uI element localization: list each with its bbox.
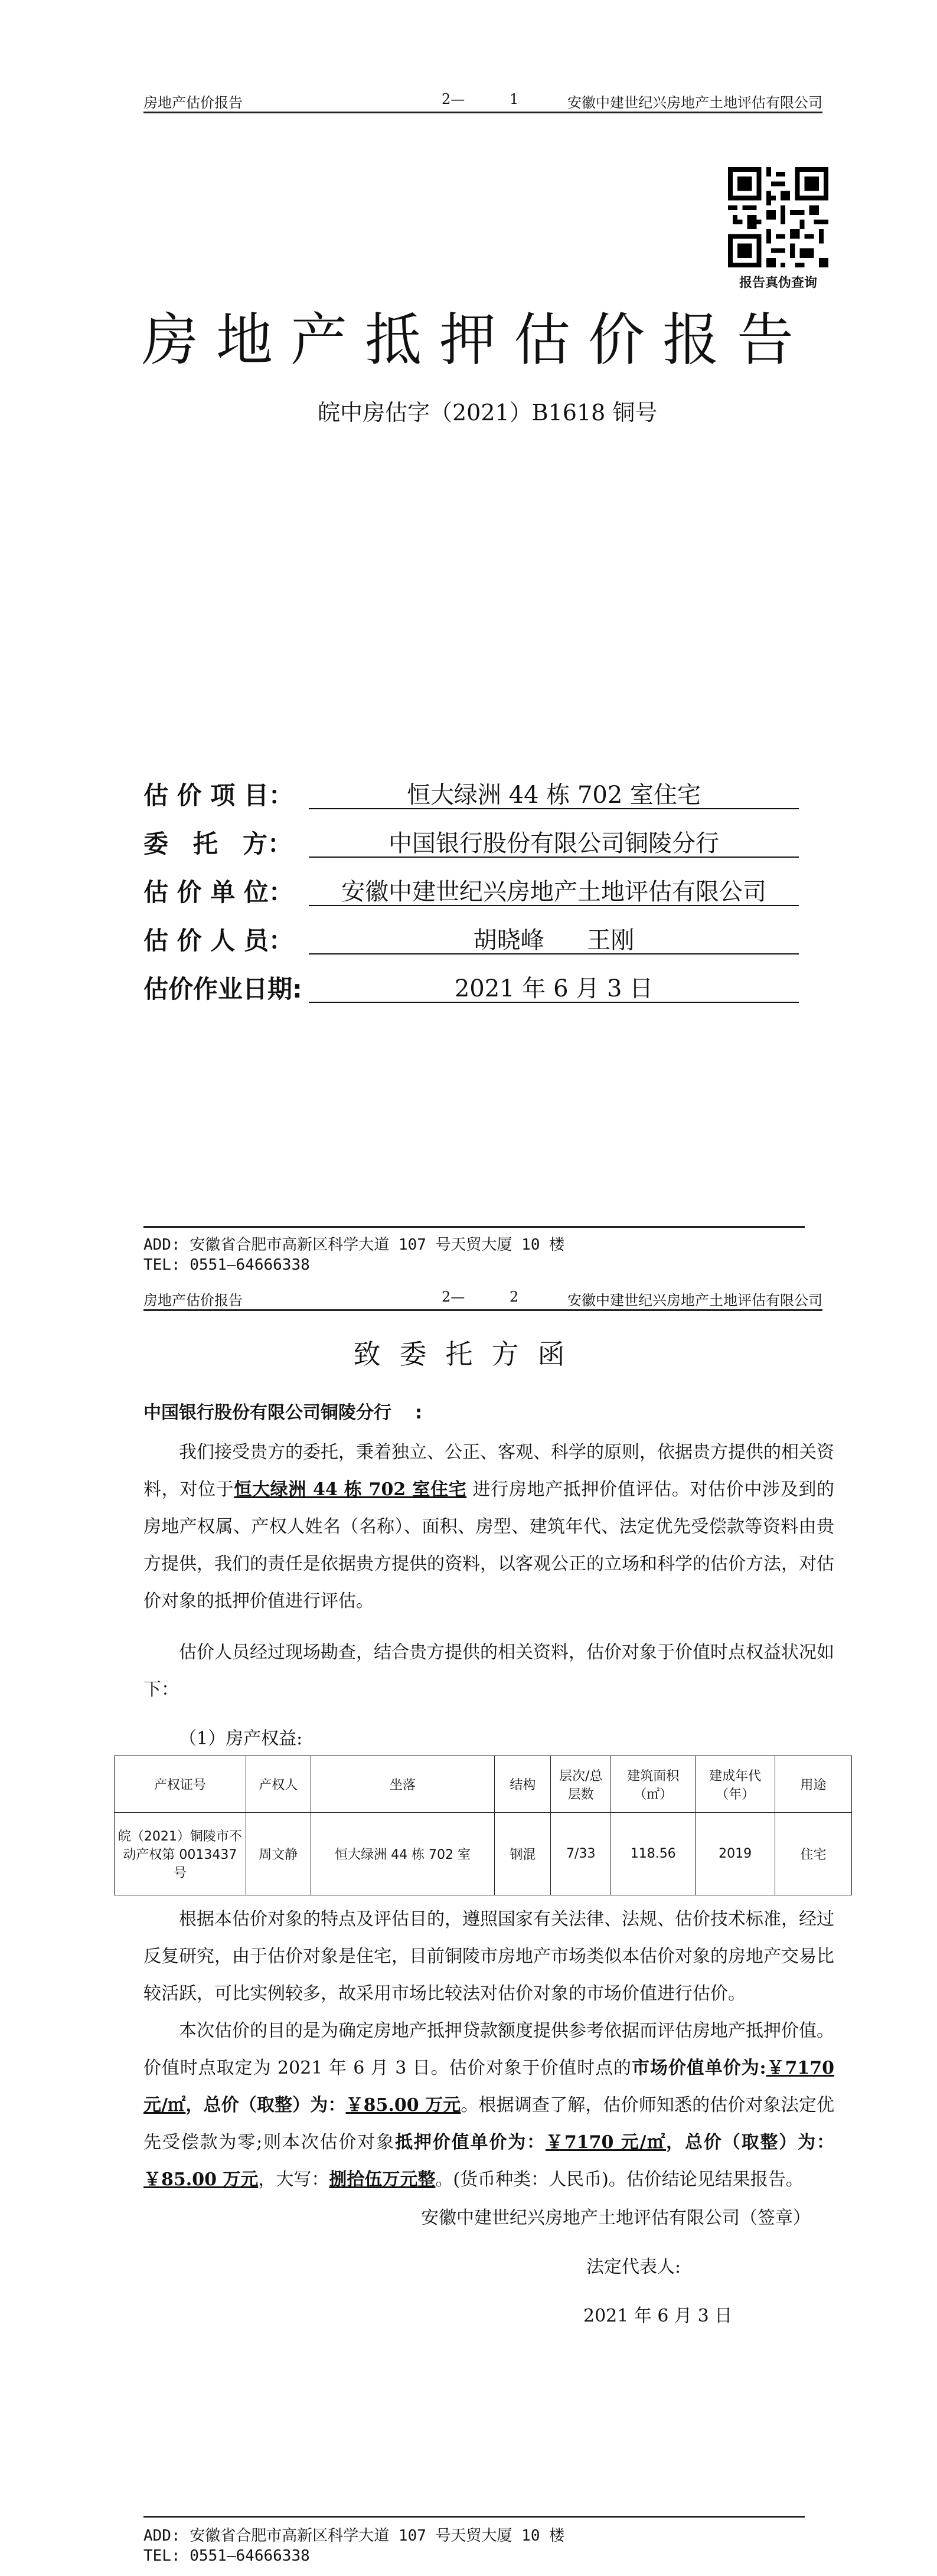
cell-year: 2019 [696, 1813, 775, 1895]
market-total-price: ￥85.00 万元 [345, 2095, 461, 2116]
recipient-colon: : [415, 1403, 422, 1423]
conclusion-text-1: 本次估价的目的是为确定房地产抵押贷款额度提供参考依据而评估房地产抵押价值。价值时点取定为 2021 年 6 月 3 日。估价对象于价值时点的 [143, 2021, 834, 2078]
market-unit-price: ￥7170 元/㎡ [143, 2058, 834, 2116]
letter-recipient [143, 1398, 422, 1424]
report-title: 房地产抵押估价报告 [142, 307, 811, 373]
cell-floor: 7/33 [551, 1813, 611, 1895]
col-floor: 层次/总层数 [551, 1756, 611, 1813]
col-location: 坐落 [311, 1756, 495, 1813]
staff-name-2: 王刚 [587, 927, 635, 954]
qr-code-icon[interactable] [728, 167, 828, 267]
market-unit-label: 市场价值单价为: [632, 2058, 766, 2078]
letter-title: 致委托方函 [353, 1338, 584, 1370]
signature-representative: 法定代表人: [586, 2257, 681, 2277]
col-area: 建筑面积（㎡） [611, 1756, 696, 1813]
recipient-name: 中国银行股份有限公司铜陵分行 [143, 1403, 391, 1423]
qr-label: 报告真伪查询 [739, 276, 817, 290]
signature-company: 安徽中建世纪兴房地产土地评估有限公司（签章） [421, 2208, 811, 2228]
footer-phone: TEL: 0551—64666338 [143, 2547, 310, 2565]
mortgage-unit-price: ￥7170 元/㎡ [545, 2132, 667, 2153]
paragraph-method: 根据本估价对象的特点及评估目的，遵照国家有关法律、法规、估价技术标准，经过反复研究，由于估价对象是住宅，目前铜陵市房地产市场类似本估价对象的房地产交易比较活跃，可比实例较多，故采用市场比较法对估价对象的市场价值进行估价。 [143, 1909, 834, 2004]
footer-address: ADD: 安徽省合肥市高新区科学大道 107 号天贸大厦 10 楼 [143, 2527, 565, 2545]
cell-owner: 周文静 [246, 1813, 311, 1895]
col-year: 建成年代（年） [696, 1756, 775, 1813]
rights-label: （1）房产权益: [179, 1728, 303, 1749]
col-owner: 产权人 [246, 1756, 311, 1813]
info-row-staff [143, 921, 805, 963]
conclusion-text-4: 。(货币种类：人民币)。估价结论见结果报告。 [435, 2169, 804, 2190]
market-total-label: ，总价（取整）为： [185, 2095, 346, 2116]
agency-label: 估 价 单 位： [143, 878, 293, 907]
staff-value [309, 921, 799, 954]
cell-structure: 钢混 [495, 1813, 551, 1895]
paragraph-survey: 估价人员经过现场勘查，结合贵方提供的相关资料，估价对象于价值时点权益状况如下： [143, 1642, 834, 1700]
col-cert-no: 产权证号 [115, 1756, 246, 1813]
info-row-client [143, 825, 805, 866]
conclusion-text-3: ，大写： [258, 2169, 329, 2190]
footer-phone: TEL: 0551—64666338 [143, 1256, 310, 1274]
header-left: 房地产估价报告 [143, 1292, 243, 1309]
info-row-agency [143, 873, 805, 914]
client-label: 委 托 方： [143, 829, 293, 858]
amount-in-words: 捌拾伍万元整 [329, 2169, 436, 2190]
staff-label: 估 价 人 员： [143, 926, 293, 955]
intro-text-b: 进行房地产抵押价值评估。对估价中涉及到的房地产权属、产权人姓名（名称）、面积、房型、建筑年代、法定优先受偿款等资料由贵方提供，我们的责任是依据贵方提供的资料，以客观公正的立场和科学的估价方法，对估价对象的抵押价值进行评估。 [143, 1479, 834, 1611]
intro-text-a: 我们接受贵方的委托，秉着独立、公正、客观、科学的原则，依据贵方提供的相关资料，对位于 [143, 1442, 834, 1500]
header-page-prefix: 2— [442, 91, 465, 107]
mortgage-total-price: ￥85.00 万元 [143, 2169, 259, 2190]
conclusion-text-2: 。根据调查了解，估价师知悉的估价对象法定优先受偿款为零;则本次估价对象 [143, 2095, 834, 2153]
report-number: 皖中房估字（2021）B1618 铜号 [318, 400, 658, 426]
project-label: 估 价 项 目： [143, 781, 293, 810]
table-header-row [115, 1756, 852, 1813]
col-structure: 结构 [495, 1756, 551, 1813]
cell-usage: 住宅 [775, 1813, 852, 1895]
header-page-number: 1 [510, 91, 519, 107]
date-label: 估价作业日期: [143, 975, 302, 1003]
mortgage-total-label: ，总价（取整）为： [666, 2132, 835, 2153]
page-header [143, 86, 822, 113]
project-value: 恒大绿洲 44 栋 702 室住宅 [309, 776, 799, 809]
paragraph-conclusion [143, 2012, 834, 2198]
signature-date: 2021 年 6 月 3 日 [583, 2306, 733, 2326]
page-1 [0, 0, 937, 1284]
footer-address: ADD: 安徽省合肥市高新区科学大道 107 号天贸大厦 10 楼 [143, 1236, 565, 1254]
staff-name-1: 胡晓峰 [473, 927, 544, 954]
page-footer [143, 1233, 805, 1280]
footer-divider [143, 2516, 805, 2518]
page-header [143, 1284, 822, 1311]
cell-cert-no: 皖（2021）铜陵市不动产权第 0013437 号 [115, 1813, 246, 1895]
page-footer [143, 2523, 805, 2571]
paragraph-intro [143, 1434, 834, 1620]
mortgage-unit-label: 抵押价值单价为： [395, 2132, 546, 2153]
footer-divider [143, 1226, 805, 1228]
agency-value: 安徽中建世纪兴房地产土地评估有限公司 [309, 873, 799, 906]
property-rights-table [114, 1756, 852, 1895]
table-row [115, 1813, 852, 1895]
header-right: 安徽中建世纪兴房地产土地评估有限公司 [567, 94, 822, 111]
info-row-project [143, 776, 805, 818]
header-page-prefix: 2— [442, 1289, 465, 1305]
header-left: 房地产估价报告 [143, 94, 243, 111]
header-right: 安徽中建世纪兴房地产土地评估有限公司 [567, 1292, 822, 1309]
cell-area: 118.56 [611, 1813, 696, 1895]
info-row-date [143, 970, 805, 1011]
cell-location: 恒大绿洲 44 栋 702 室 [311, 1813, 495, 1895]
date-value: 2021 年 6 月 3 日 [309, 970, 799, 1003]
client-value: 中国银行股份有限公司铜陵分行 [309, 825, 799, 858]
property-address: 恒大绿洲 44 栋 702 室住宅 [234, 1479, 467, 1500]
col-usage: 用途 [775, 1756, 852, 1813]
header-page-number: 2 [510, 1289, 519, 1305]
